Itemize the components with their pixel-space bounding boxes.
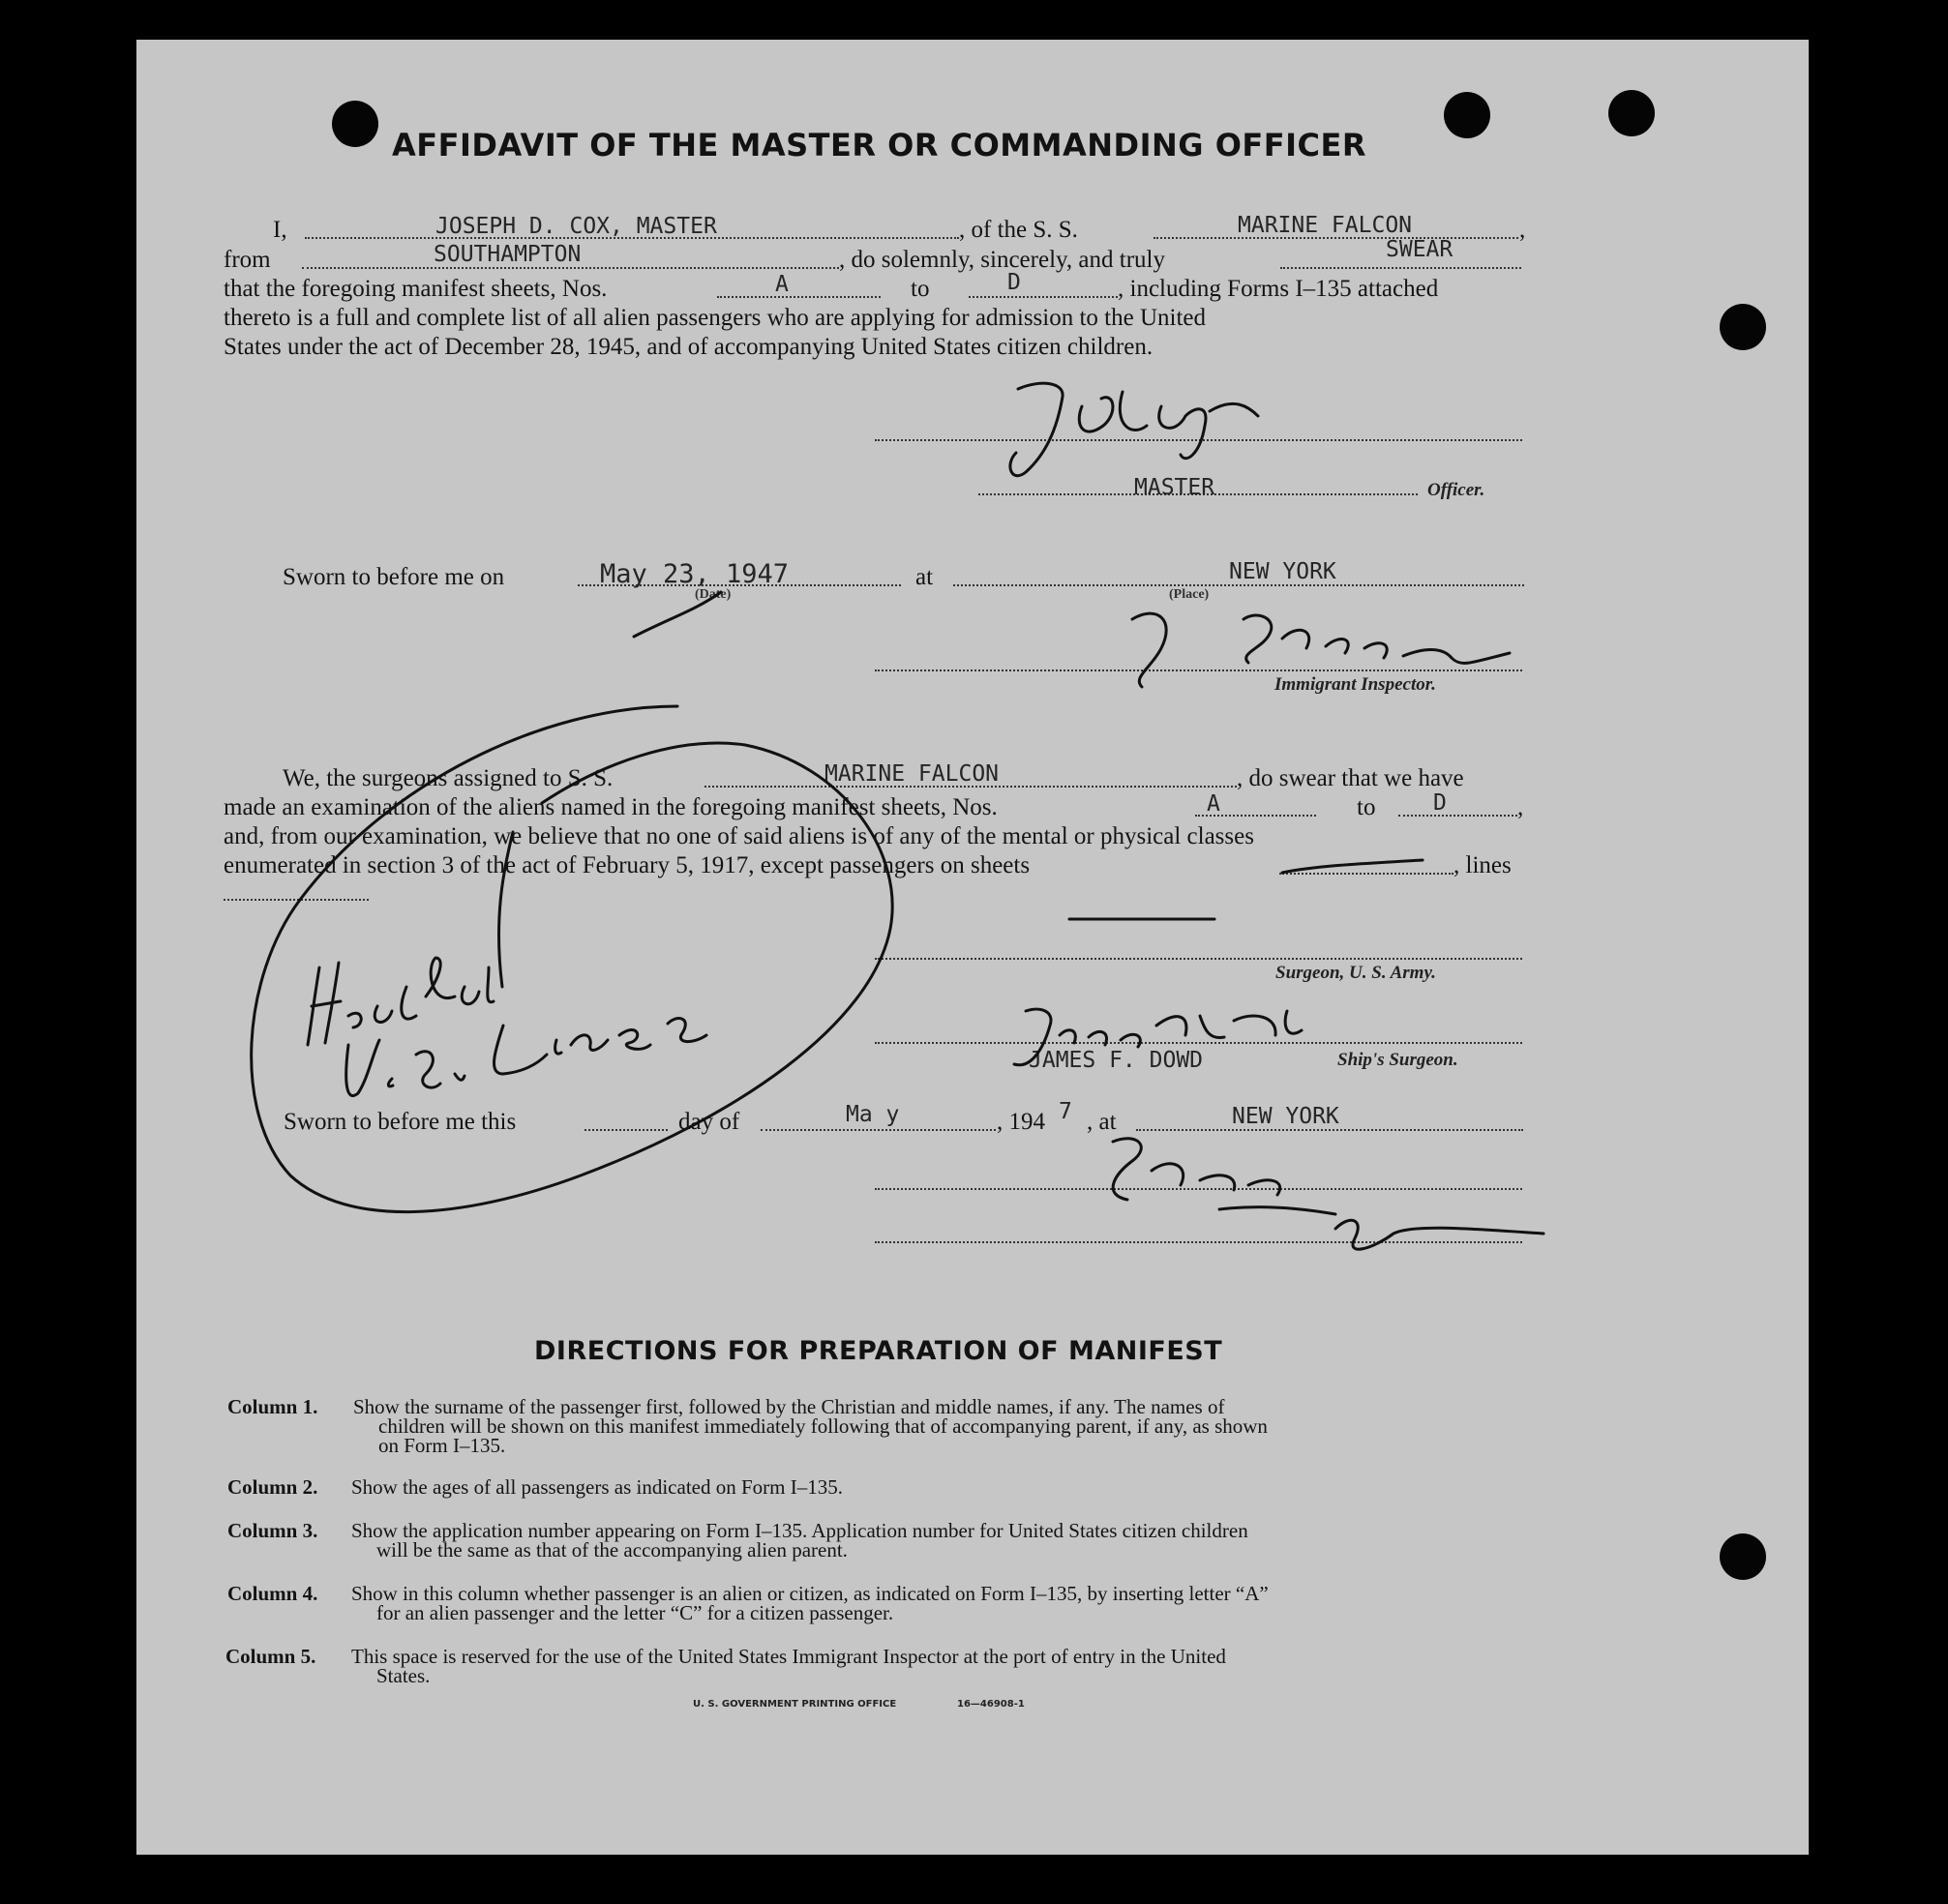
surgeon-sheet-to-field: D	[1433, 790, 1447, 816]
sworn-before-label: Sworn to before me on	[283, 564, 505, 590]
column-1-text: Show the surname of the passenger first, followed by the Christian and middle names, if any. The names of children will be shown on this manifest immediately following that of accompanying parent, if any, as shown on Form I–135.	[353, 1395, 1268, 1457]
surgeon-sheet-from-field: A	[1207, 791, 1220, 817]
officer-label: Officer.	[1427, 480, 1485, 500]
surgeons-line-4a: enumerated in section 3 of the act of February 5, 1917, except passengers on sheets	[224, 852, 1031, 878]
year-prefix: , 194	[997, 1109, 1045, 1135]
sheet-from-field: A	[775, 272, 789, 297]
inspector-signature-2	[1113, 1139, 1543, 1249]
port-field: SOUTHAMPTON	[434, 242, 582, 267]
surgeons-line-1b: , do swear that we have	[1237, 765, 1464, 791]
master-name-field: JOSEPH D. COX, MASTER	[435, 214, 717, 239]
column-3-label: Column 3.	[227, 1519, 318, 1542]
date-caption: (Date)	[695, 587, 732, 602]
place-field: NEW YORK	[1229, 559, 1336, 584]
affidavit-title: AFFIDAVIT OF THE MASTER OR COMMANDING OFFICER	[392, 127, 1366, 164]
inspector-signature	[1132, 613, 1510, 687]
column-4-text: Show in this column whether passenger is an alien or citizen, as indicated on Form I–135, by inserting letter “A” for an alien passenger and the letter “C” for a citizen passenger.	[351, 1582, 1269, 1624]
officer-title-field: MASTER	[1134, 475, 1215, 500]
column-2-text: Show the ages of all passengers as indicated on Form I–135.	[351, 1475, 843, 1499]
annotation-oval	[252, 706, 892, 1212]
inspector-label: Immigrant Inspector.	[1274, 674, 1436, 695]
date-flourish	[634, 592, 721, 637]
surgeons-to-text: to	[1357, 794, 1376, 820]
column-5-text: This space is reserved for the use of the United States Immigrant Inspector at the port of entry in the United States.	[351, 1645, 1226, 1687]
foregoing-text: that the foregoing manifest sheets, Nos.	[224, 276, 608, 302]
comma: ,	[1517, 794, 1524, 820]
ship-surgeon-signature	[1014, 1009, 1302, 1065]
sworn-this-label: Sworn to before me this	[284, 1109, 517, 1135]
do-swear-text: , do solemnly, sincerely, and truly	[839, 247, 1165, 273]
printer-imprint: U. S. GOVERNMENT PRINTING OFFICE	[693, 1699, 897, 1710]
day-of-text: day of	[678, 1109, 740, 1135]
sheet-to-field: D	[1007, 270, 1021, 295]
year-digit: 7	[1059, 1099, 1072, 1124]
affidavit-line-4: thereto is a full and complete list of all alien passengers who are applying for admission to the United	[224, 305, 1207, 331]
surgeons-line-4b: , lines	[1454, 852, 1512, 878]
place-caption: (Place)	[1169, 587, 1210, 602]
directions-title: DIRECTIONS FOR PREPARATION OF MANIFEST	[534, 1336, 1223, 1366]
to-text: to	[911, 276, 930, 302]
swear-field: SWEAR	[1386, 237, 1454, 262]
army-surgeon-label: Surgeon, U. S. Army.	[1275, 963, 1436, 983]
column-3-text: Show the application number appearing on Form I–135. Application number for United States citizen children will be the same as that of the accompanying alien parent.	[351, 1519, 1248, 1562]
surgeons-line-2: made an examination of the aliens named in the foregoing manifest sheets, Nos.	[224, 794, 998, 820]
column-5-label: Column 5.	[225, 1645, 316, 1668]
ship-surgeon-label: Ship's Surgeon.	[1337, 1050, 1458, 1070]
master-signature	[1010, 383, 1258, 476]
ship-name-field: MARINE FALCON	[1238, 213, 1413, 238]
of-ss-text: , of the S. S.	[959, 217, 1078, 243]
place-field-2: NEW YORK	[1232, 1104, 1339, 1129]
surgeon-ship-field: MARINE FALCON	[824, 761, 1000, 787]
comma: ,	[1519, 217, 1526, 243]
column-4-label: Column 4.	[227, 1582, 318, 1605]
surgeons-line-1a: We, the surgeons assigned to S. S.	[283, 765, 614, 791]
ship-surgeon-name: JAMES F. DOWD	[1029, 1048, 1204, 1073]
pen-stroke	[498, 832, 513, 987]
from-text: from	[224, 247, 271, 273]
column-1-label: Column 1.	[227, 1395, 318, 1418]
column-2-label: Column 2.	[227, 1475, 318, 1499]
headtax-annotation	[308, 958, 706, 1096]
surgeons-line-3: and, from our examination, we believe that no one of said aliens is of any of the mental or physical classes	[224, 823, 1254, 849]
date-field: May 23, 1947	[600, 559, 790, 589]
form-number: 16—46908-1	[957, 1699, 1025, 1710]
at-text-2: , at	[1087, 1109, 1117, 1135]
month-field: Ma y	[846, 1102, 900, 1127]
including-text: , including Forms I–135 attached	[1118, 276, 1439, 302]
pen-stroke	[1282, 860, 1423, 873]
affidavit-line-5: States under the act of December 28, 1945, and of accompanying United States citizen children.	[224, 334, 1154, 360]
at-text: at	[915, 564, 934, 590]
intro-i: I,	[273, 217, 287, 243]
